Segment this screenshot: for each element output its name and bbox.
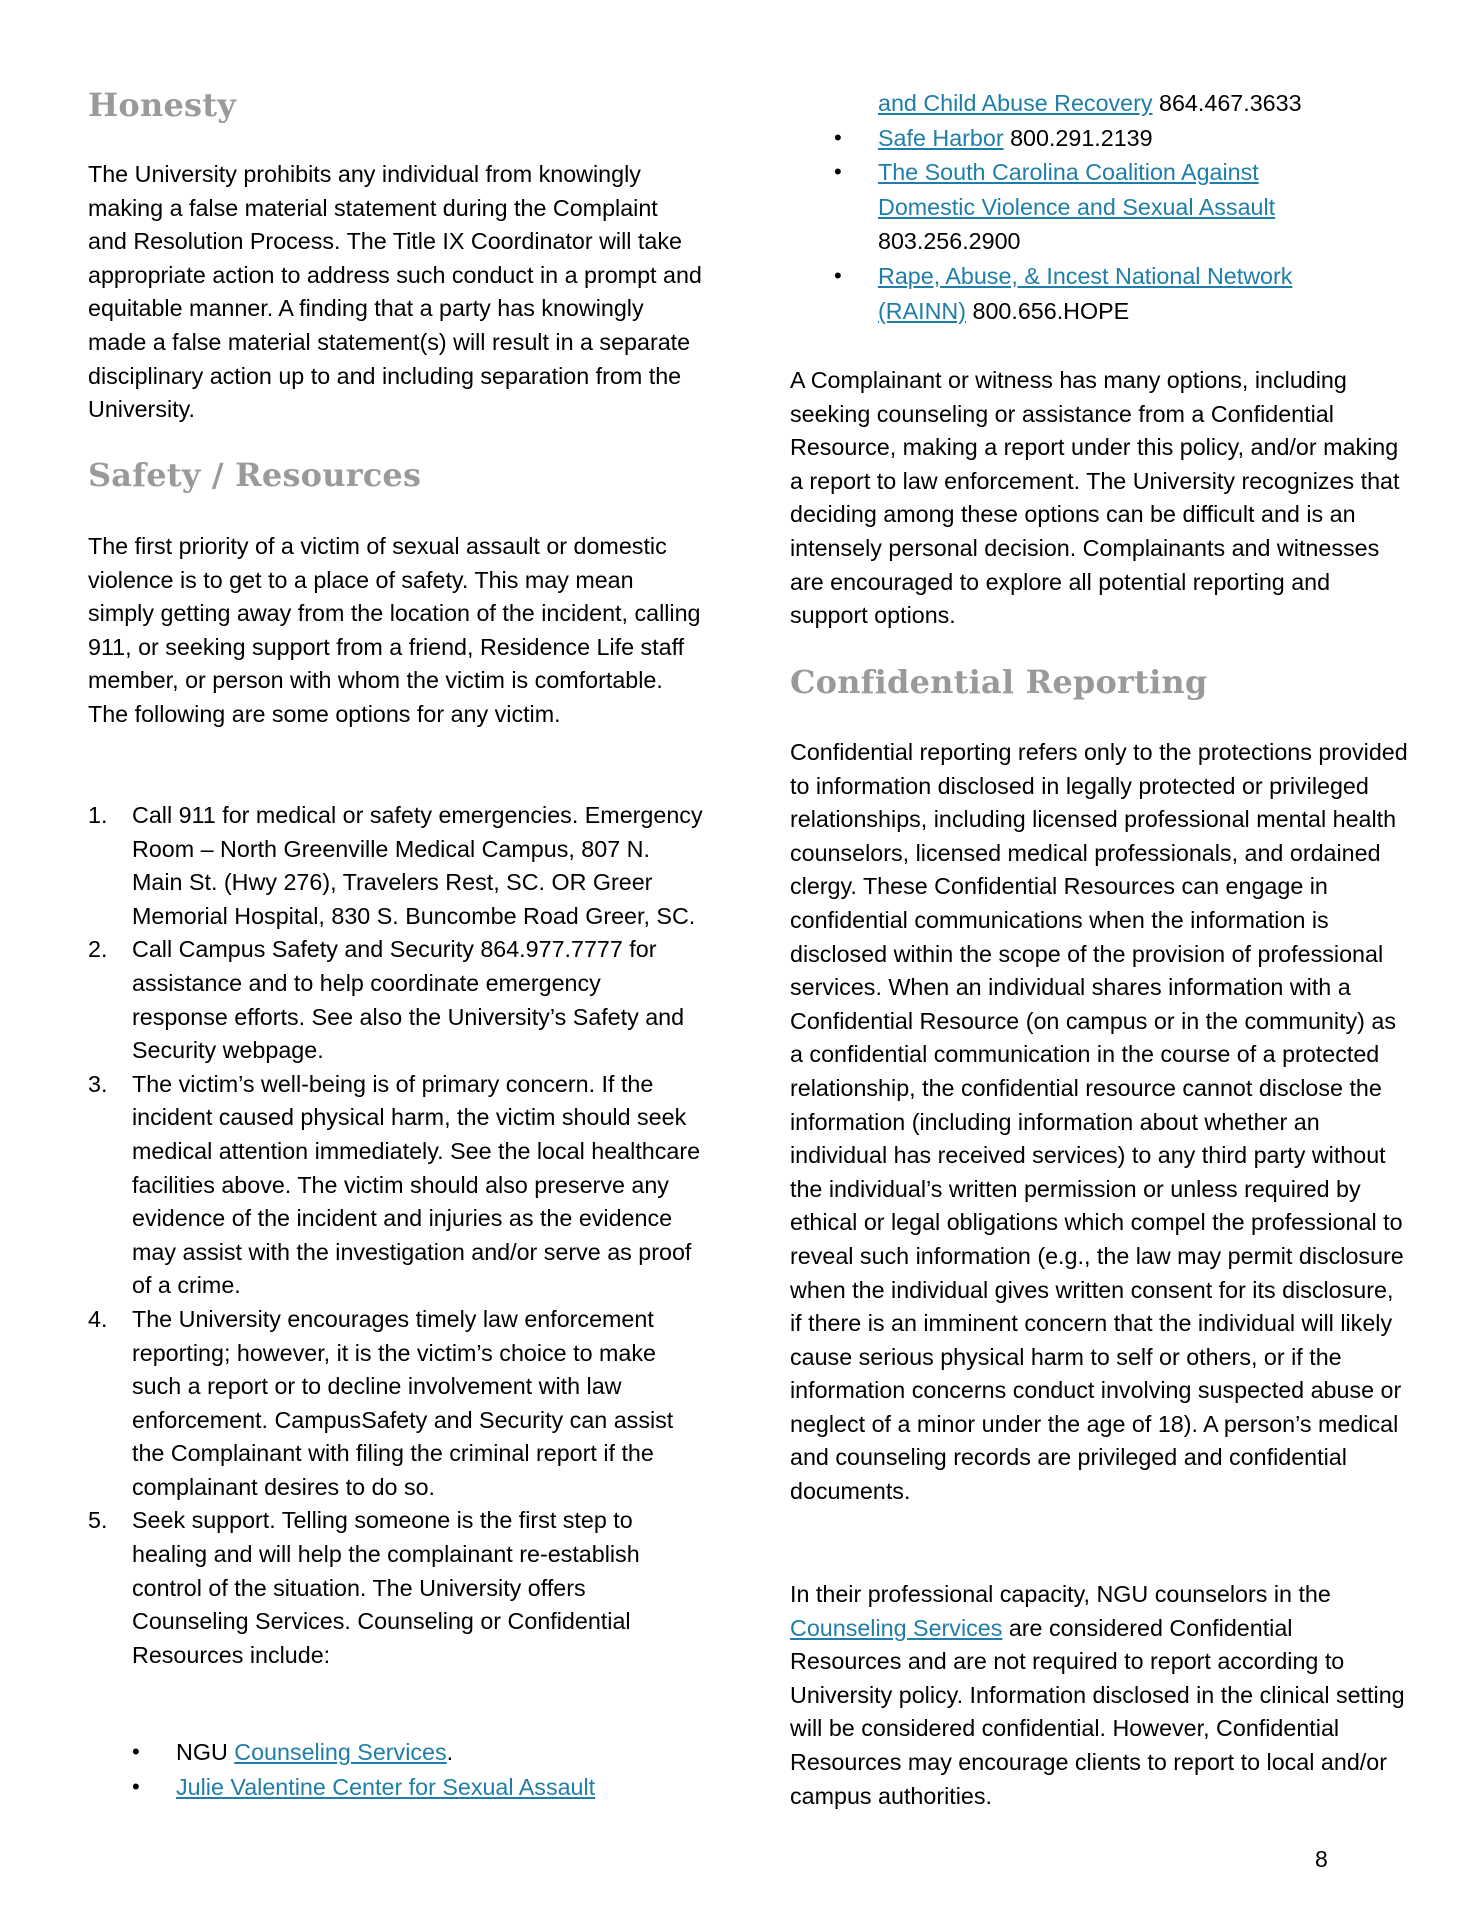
safety-resources-heading: Safety / Resources	[88, 456, 422, 494]
sc-coalition-link[interactable]: The South Carolina Coalition Against Domestic Violence and Sexual Assault	[878, 159, 1276, 220]
resource-safe-harbor: • Safe Harbor 800.291.2139	[834, 121, 1394, 156]
resource-julie-valentine-continued: and Child Abuse Recovery 864.467.3633	[878, 90, 1302, 116]
resource-julie-valentine	[132, 1770, 732, 1805]
list-item: 3. The victim’s well-being is of primary concern. If the incident caused physical harm, the victim should seek medical attention immediately. See the local healthcare facilities above. The victim should also preserve any evidence of the incident and injuries as the evidence may assist with the investigation and/or serve as proof of a crime.	[88, 1070, 701, 1299]
counseling-services-link[interactable]: Counseling Services	[790, 1614, 1003, 1641]
resource-ngu-counseling: • NGU Counseling Services.	[132, 1735, 732, 1770]
safe-harbor-link[interactable]: Safe Harbor	[878, 124, 1004, 151]
julie-valentine-center-link[interactable]: Julie Valentine Center for Sexual Assault	[176, 1773, 596, 1800]
julie-valentine-center-link-continued[interactable]: and Child Abuse Recovery	[878, 90, 1153, 116]
resource-rainn: • Rape, Abuse, & Incest National Network (RAINN) 800.656.HOPE	[834, 259, 1394, 328]
confidential-paragraph-2: In their professional capacity, NGU counselors in the Counseling Services are considered Confidential Resources and are not required to report according to University policy. Information disclosed in the clinical setting will be considered confidential. However, Confidential Resources may encourage clients to report to local and/or campus authorities.	[790, 1581, 1405, 1809]
safety-steps-list	[88, 799, 703, 1672]
list-item: 4. The University encourages timely law enforcement reporting; however, it is the victim’s choice to make such a report or to decline involvement with law enforcement. CampusSafety and Security can assist the Complainant with filing the criminal report if the complainant desires to do so.	[88, 1305, 674, 1500]
options-paragraph: A Complainant or witness has many options, including seeking counseling or assistance from a Confidential Resource, making a report under this policy, and/or making a report to law enforcement. The University recognizes that deciding among these options can be difficult and is an intensely personal decision. Complainants and witnesses are encouraged to explore all potential reporting and support options.	[790, 367, 1400, 629]
rainn-link[interactable]: Rape, Abuse, & Incest National Network (RAINN)	[878, 262, 1293, 324]
safety-intro-paragraph: The first priority of a victim of sexual assault or domestic violence is to get to a place of safety. This may mean simply getting away from the location of the incident, calling 911, or seeking support from a friend, Residence Life staff member, or person with whom the victim is comfortable. The following are some options for any victim.	[88, 533, 701, 727]
honesty-heading: Honesty	[88, 86, 236, 124]
resource-sc-coalition: • The South Carolina Coalition Against Domestic Violence and Sexual Assault 803.256.2900	[834, 155, 1394, 259]
resources-list-left	[132, 1735, 732, 1804]
confidential-reporting-heading: Confidential Reporting	[790, 663, 1208, 701]
list-item: 2. Call Campus Safety and Security 864.977.7777 for assistance and to help coordinate emergency response efforts. See also the University’s Safety and Security webpage.	[88, 936, 685, 1064]
confidential-paragraph-1: Confidential reporting refers only to the protections provided to information disclosed in legally protected or privileged relationships, including licensed professional mental health counselors, licensed medical professionals, and ordained clergy. These Confidential Resources can engage in confidential communications when the information is disclosed within the scope of the provision of professional services. When an individual shares information with a Confidential Resource (on campus or in the community) as a confidential communication in the course of a protected relationship, the confidential resource cannot disclose the information (including information about whether an individual has received services) to any third party without the individual’s written permission or unless required by ethical or legal obligations which compel the professional to reveal such information (e.g., the law may permit disclosure when the individual gives written consent for its disclosure, if there is an imminent concern that the individual will likely cause serious physical harm to self or others, or if the information concerns conduct involving suspected abuse or neglect of a minor under the age of 18). A person’s medical and counseling records are privileged and confidential documents.	[790, 739, 1408, 1505]
list-item: 1. Call 911 for medical or safety emergencies. Emergency Room – North Greenville Medical Campus, 807 N. Main St. (Hwy 276), Travelers Rest, SC. OR Greer Memorial Hospital, 830 S. Buncombe Road Greer, SC.	[88, 802, 703, 929]
list-item: 5. Seek support. Telling someone is the first step to healing and will help the complainant re-establish control of the situation. The University offers Counseling Services. Counseling or Confidential Resources include:	[88, 1507, 640, 1668]
honesty-paragraph: The University prohibits any individual from knowingly making a false material statement during the Complaint and Resolution Process. The Title IX Coordinator will take appropriate action to address such conduct in a prompt and equitable manner. A finding that a party has knowingly made a false material statement(s) will result in a separate disciplinary action up to and including separation from the University.	[88, 161, 702, 423]
resources-list-right	[834, 86, 1394, 328]
ngu-counseling-services-link[interactable]: Counseling Services	[234, 1739, 447, 1765]
page-number: 8	[1315, 1846, 1328, 1872]
